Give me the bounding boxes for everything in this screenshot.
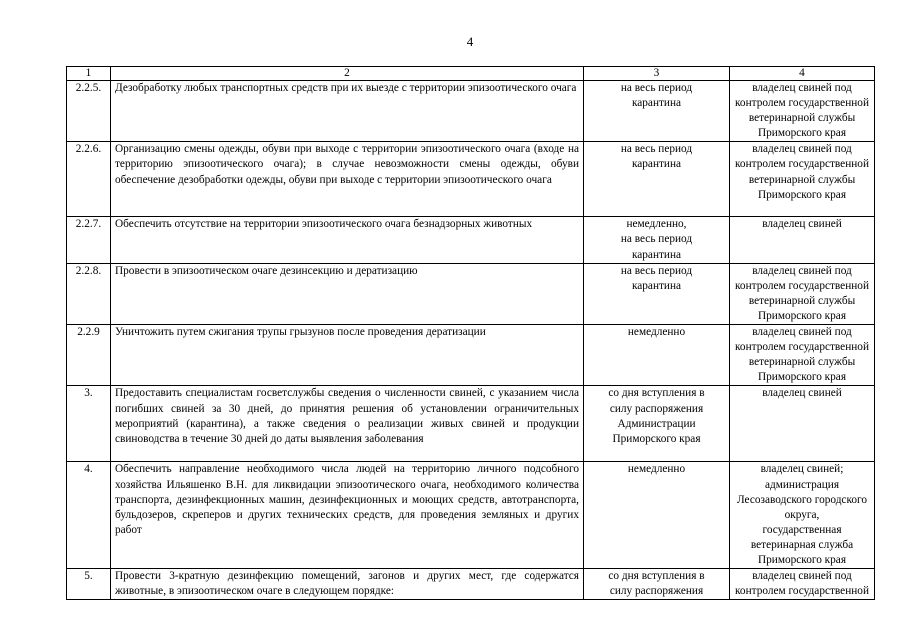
term-line: карантина [631, 248, 682, 261]
execution-term [584, 217, 730, 263]
term-line: карантина [631, 279, 682, 292]
responsible-line: владелец свиней под [752, 326, 852, 339]
responsible-line: владелец свиней под [752, 82, 852, 94]
responsible-line: администрация [764, 478, 840, 491]
item-number: 3. [67, 386, 111, 462]
table-header-row [67, 67, 875, 81]
measure-description: Провести в эпизоотическом очаге дезинсекцию и дератизацию [111, 263, 584, 324]
responsible-line: Приморского края [757, 371, 847, 384]
item-number: 2.2.6. [67, 142, 111, 217]
execution-term [584, 462, 730, 569]
table-row [67, 217, 875, 263]
table-row [67, 325, 875, 386]
column-header: 2 [111, 67, 584, 81]
execution-term [584, 386, 730, 462]
responsible-line: ветеринарной службы [748, 356, 856, 369]
responsible-line: владелец свиней [762, 387, 842, 400]
item-number: 2.2.8. [67, 263, 111, 324]
term-line: на весь период [620, 143, 693, 156]
measure-description: Предоставить специалистам госветслужбы сведения о численности свиней, с указанием числа погибших свиней за 30 дней, до принятия решения об установлении ограничительных мероприятий (карантина), а также сведения о реализации живых свиней и продукции свиноводства в течение 30 дней до даты выявления заболевания [111, 386, 584, 462]
execution-term [584, 142, 730, 217]
responsible-party [730, 81, 875, 142]
term-line: силу распоряжения [609, 402, 704, 415]
column-header: 4 [730, 67, 875, 81]
responsible-line: ветеринарной службы [748, 112, 856, 125]
execution-term [584, 325, 730, 386]
execution-term [584, 569, 730, 600]
responsible-line: Лесозаводского городского [736, 493, 868, 506]
page-number: 4 [466, 34, 474, 49]
measures-table [66, 66, 875, 600]
table-row [67, 569, 875, 600]
execution-term [584, 263, 730, 324]
column-header: 3 [584, 67, 730, 81]
term-line: на весь период [620, 82, 693, 94]
responsible-line: владелец свиней [762, 218, 842, 231]
measure-description: Обеспечить направление необходимого числа людей на территорию личного подсобного хозяйства Ильяшенко В.Н. для ликвидации эпизоотического очага, необходимого количества транспорта, дезинфекционных машин, дезинфекционных и моющих средств, автотранспорта, бульдозеров, скреперов и других технических средств, для проведения земляных и других работ [111, 462, 584, 569]
responsible-line: государственная [762, 523, 842, 536]
term-line: немедленно, [626, 218, 687, 231]
responsible-line: ветеринарной службы [748, 294, 856, 307]
execution-term [584, 81, 730, 142]
measure-description: Провести 3-кратную дезинфекцию помещений, загонов и других мест, где содержатся животные, в эпизоотическом очаге в следующем порядке: [111, 569, 584, 600]
term-line: со дня вступления в [608, 570, 705, 583]
table-row [67, 142, 875, 217]
term-line: Администрации [617, 417, 696, 430]
responsible-line: владелец свиней; [760, 463, 844, 476]
table-row [67, 81, 875, 142]
term-line: карантина [631, 158, 682, 171]
item-number: 2.2.5. [67, 81, 111, 142]
responsible-line: Приморского края [757, 309, 847, 322]
table-row [67, 263, 875, 324]
responsible-line: округа, [784, 508, 820, 521]
item-number: 2.2.7. [67, 217, 111, 263]
responsible-party [730, 142, 875, 217]
measure-description: Дезобработку любых транспортных средств при их выезде с территории эпизоотического очага [111, 81, 584, 142]
responsible-line: Приморского края [757, 188, 847, 201]
term-line: со дня вступления в [608, 387, 705, 400]
responsible-line: контролем государственной [735, 585, 869, 598]
table-row [67, 462, 875, 569]
responsible-line: Приморского края [757, 127, 847, 140]
responsible-line: контролем государственной [735, 158, 869, 171]
responsible-line: ветеринарной службы [748, 173, 856, 186]
responsible-party [730, 386, 875, 462]
responsible-party [730, 569, 875, 600]
term-line: на весь период [620, 264, 693, 277]
responsible-line: ветеринарная служба [750, 538, 854, 551]
responsible-party [730, 217, 875, 263]
table-row [67, 386, 875, 462]
measure-description: Обеспечить отсутствие на территории эпизоотического очага безнадзорных животных [111, 217, 584, 263]
responsible-line: контролем государственной [735, 279, 869, 292]
responsible-line: владелец свиней под [752, 264, 852, 277]
term-line: карантина [631, 97, 682, 110]
term-line: немедленно [627, 326, 686, 339]
responsible-line: владелец свиней под [752, 570, 852, 583]
responsible-line: контролем государственной [735, 341, 869, 354]
item-number: 2.2.9 [67, 325, 111, 386]
term-line: силу распоряжения [609, 585, 704, 598]
item-number: 5. [67, 569, 111, 600]
item-number: 4. [67, 462, 111, 569]
column-header: 1 [67, 67, 111, 81]
term-line: немедленно [627, 463, 686, 476]
measure-description: Организацию смены одежды, обуви при выходе с территории эпизоотического очага (входе на территорию эпизоотического очага); в случае невозможности смены одежды, обуви обеспечение дезобработки одежды, обуви при выходе с территории эпизоотического очага [111, 142, 584, 217]
measure-description: Уничтожить путем сжигания трупы грызунов после проведения дератизации [111, 325, 584, 386]
responsible-line: владелец свиней под [752, 143, 852, 156]
responsible-party [730, 325, 875, 386]
term-line: на весь период [620, 233, 693, 246]
responsible-line: контролем государственной [735, 97, 869, 110]
term-line: Приморского края [612, 432, 701, 445]
responsible-line: Приморского края [757, 553, 847, 566]
responsible-party [730, 263, 875, 324]
responsible-party [730, 462, 875, 569]
